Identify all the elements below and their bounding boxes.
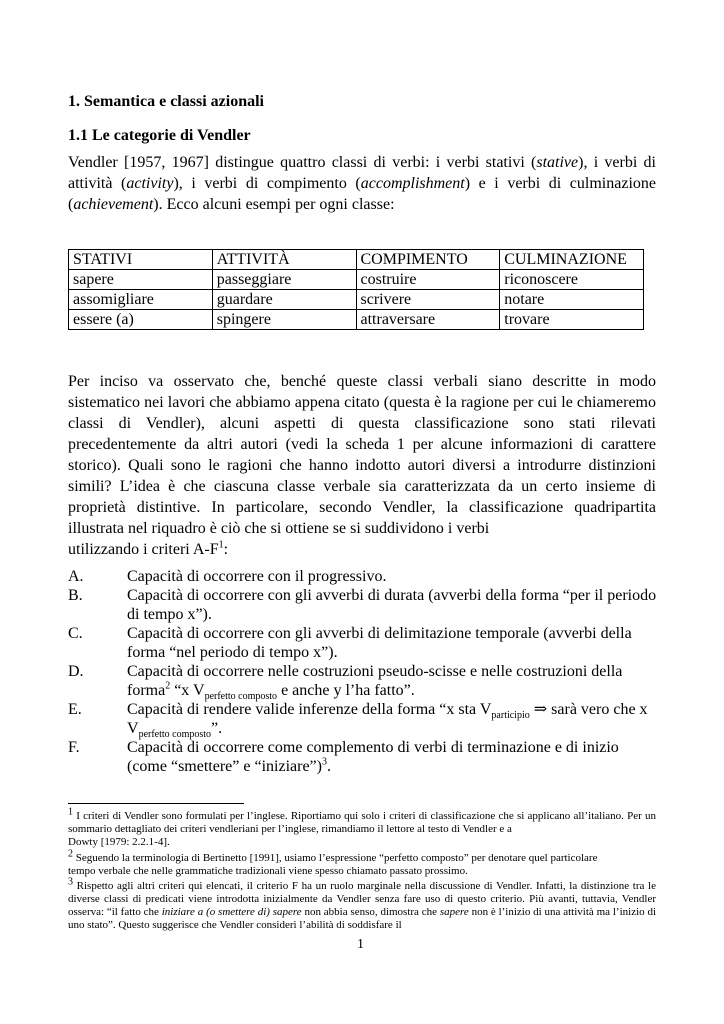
criterion-text: Capacità di occorrere con gli avverbi di delimitazione temporale (avverbi della forma “nel periodo di tempo x”). bbox=[127, 625, 632, 661]
table-cell: notare bbox=[500, 290, 644, 310]
criterion-letter: B. bbox=[68, 587, 83, 604]
criterion-letter: C. bbox=[68, 625, 83, 642]
text-run: Per inciso va osservato che, benché queste classi verbali siano descritte in modo sistematico nei lavori che abbiamo appena citato (questa è la ragione per cui le chiameremo classi di Vendler), alcuni aspetti di questa classificazione sono stati rilevati precedentemente da altri autori (vedi la scheda 1 per alcune informazioni di carattere storico). Quali sono le ragioni che hanno indotto autori diversi a introdurre distinzioni simili? L’idea è che ciascuna classe verbale sia caratterizzata da un certo insieme di proprietà distintive. In particolare, secondo Vendler, la classificazione quadripartita illustrata nel riquadro è ciò che si ottiene se si suddividono i verbi bbox=[68, 373, 656, 537]
footnote-text: non abbia senso, dimostra che bbox=[301, 906, 440, 918]
text-run: ), i verbi di attività ( bbox=[68, 154, 657, 192]
footnote-text: Dowty [1979: 2.2.1-4]. bbox=[68, 836, 170, 848]
criterion-c bbox=[68, 624, 658, 662]
table-header-cell: CULMINAZIONE bbox=[500, 250, 644, 270]
text-run: utilizzando i criteri A-F bbox=[68, 541, 219, 558]
footnote-text: Rispetto agli altri criteri qui elencati, il criterio F ha un ruolo marginale nella discussione di Vendler. Infatti, la distinzione tra le diverse classi di predicati viene introdotta inizialmente da Vendler senza fare uso di questo criterio. Più avanti, tuttavia, Vendler osserva: “il fatto che bbox=[68, 880, 656, 918]
footnote-number: 3 bbox=[68, 876, 73, 888]
text-last-line bbox=[68, 539, 656, 560]
criterion-f bbox=[68, 738, 658, 776]
footnote-3 bbox=[68, 876, 656, 932]
table-cell: sapere bbox=[69, 270, 213, 290]
footnote-2 bbox=[68, 848, 656, 878]
text-run: Capacità di rendere valide inferenze della forma “x sta V bbox=[127, 701, 492, 718]
table-cell: costruire bbox=[356, 270, 500, 290]
footnote-text: non è l’inizio di una attività ma l’inizio di uno stato”. Questo suggerisce che Vendler consideri l’abilità di soddisfare il bbox=[68, 906, 656, 931]
text-run: ) e i verbi di culminazione ( bbox=[68, 175, 656, 213]
table-header-cell: COMPIMENTO bbox=[356, 250, 500, 270]
term-achievement: achievement bbox=[73, 196, 154, 213]
text-run: : bbox=[223, 541, 229, 558]
implication-arrow: ⇒ bbox=[529, 701, 552, 718]
footnote-text: tempo verbale che nelle grammatiche tradizionali viene spesso chiamato passato prossimo. bbox=[68, 865, 468, 877]
footnote-number: 2 bbox=[68, 848, 73, 860]
footnote-ref[interactable]: 1 bbox=[218, 539, 224, 551]
text-run: “x V bbox=[170, 682, 205, 699]
discussion-paragraph bbox=[68, 371, 656, 560]
text-run: . bbox=[326, 758, 331, 775]
footnote-text: Seguendo la terminologia di Bertinetto [1991], usiamo l’espressione “perfetto composto” per denotare quel particolare bbox=[73, 852, 598, 864]
criterion-text bbox=[127, 700, 658, 741]
criteria-list bbox=[68, 567, 658, 776]
criterion-d bbox=[68, 662, 658, 703]
table-cell: assomigliare bbox=[69, 290, 213, 310]
footnote-text: I criteri di Vendler sono formulati per l’inglese. Riportiamo qui solo i criteri di classificazione che si applicano all’italiano. Per un sommario dettagliato dei criteri vendleriani per l’inglese, rimandiamo il lettore al testo di Vendler e a bbox=[68, 810, 656, 835]
term-accomplishment: accomplishment bbox=[360, 175, 465, 192]
table-cell: essere (a) bbox=[69, 310, 213, 330]
criterion-text bbox=[127, 738, 658, 776]
footnote-number: 1 bbox=[68, 806, 73, 818]
term-stative: stative bbox=[536, 154, 579, 171]
subscript: participio bbox=[491, 710, 530, 722]
table-header-row bbox=[69, 250, 644, 270]
intro-paragraph bbox=[68, 152, 656, 215]
text-run: Vendler [1957, 1967] distingue quattro classi di verbi: i verbi stativi ( bbox=[68, 154, 537, 171]
section-title: 1. Semantica e classi azionali bbox=[68, 93, 264, 110]
table-cell: riconoscere bbox=[500, 270, 644, 290]
footnote-italic: sapere bbox=[439, 906, 469, 918]
criterion-e bbox=[68, 700, 658, 741]
subscript: perfetto composto bbox=[204, 691, 278, 703]
footnote-ref[interactable]: 2 bbox=[165, 680, 171, 692]
page-number: 1 bbox=[357, 937, 364, 952]
table-cell: guardare bbox=[212, 290, 356, 310]
text-run: Capacità di occorrere nelle costruzioni pseudo-scisse e nelle costruzioni della forma bbox=[127, 663, 623, 699]
table-header-cell: ATTIVITÀ bbox=[212, 250, 356, 270]
criterion-letter: F. bbox=[68, 739, 80, 756]
criterion-text: Capacità di occorrere con gli avverbi di durata (avverbi della forma “per il periodo di tempo x”). bbox=[127, 587, 657, 623]
table-cell: passeggiare bbox=[212, 270, 356, 290]
criterion-b bbox=[68, 586, 658, 624]
criterion-text bbox=[127, 662, 658, 703]
text-run: ”. bbox=[211, 720, 223, 737]
text-run: ). Ecco alcuni esempi per ogni classe: bbox=[153, 196, 395, 213]
table-row bbox=[69, 270, 644, 290]
footnote-italic: iniziare a (o smettere di) sapere bbox=[161, 906, 302, 918]
criterion-text: Capacità di occorrere con il progressivo. bbox=[127, 568, 387, 585]
footnote-1 bbox=[68, 806, 656, 849]
vendler-classes-table bbox=[68, 249, 644, 330]
table-cell: attraversare bbox=[356, 310, 500, 330]
criterion-letter: E. bbox=[68, 701, 82, 718]
text-run: sarà vero che x V bbox=[127, 701, 648, 737]
subscript: perfetto composto bbox=[138, 729, 212, 741]
table-cell: scrivere bbox=[356, 290, 500, 310]
text-run: ), i verbi di compimento ( bbox=[173, 175, 361, 192]
table-header-cell: STATIVI bbox=[69, 250, 213, 270]
subsection-title: 1.1 Le categorie di Vendler bbox=[68, 127, 251, 144]
table-row bbox=[69, 290, 644, 310]
text-run: e anche y l’ha fatto”. bbox=[277, 682, 415, 699]
table-row bbox=[69, 310, 644, 330]
criterion-letter: D. bbox=[68, 663, 84, 680]
footnote-ref[interactable]: 3 bbox=[321, 756, 327, 768]
table-cell: spingere bbox=[212, 310, 356, 330]
criterion-a bbox=[68, 567, 658, 586]
footnote-separator bbox=[68, 803, 244, 804]
table-cell: trovare bbox=[500, 310, 644, 330]
text-run: Capacità di occorrere come complemento di verbi di terminazione e di inizio (come “smettere” e “iniziare”) bbox=[127, 739, 619, 775]
criterion-letter: A. bbox=[68, 568, 84, 585]
term-activity: activity bbox=[126, 175, 174, 192]
